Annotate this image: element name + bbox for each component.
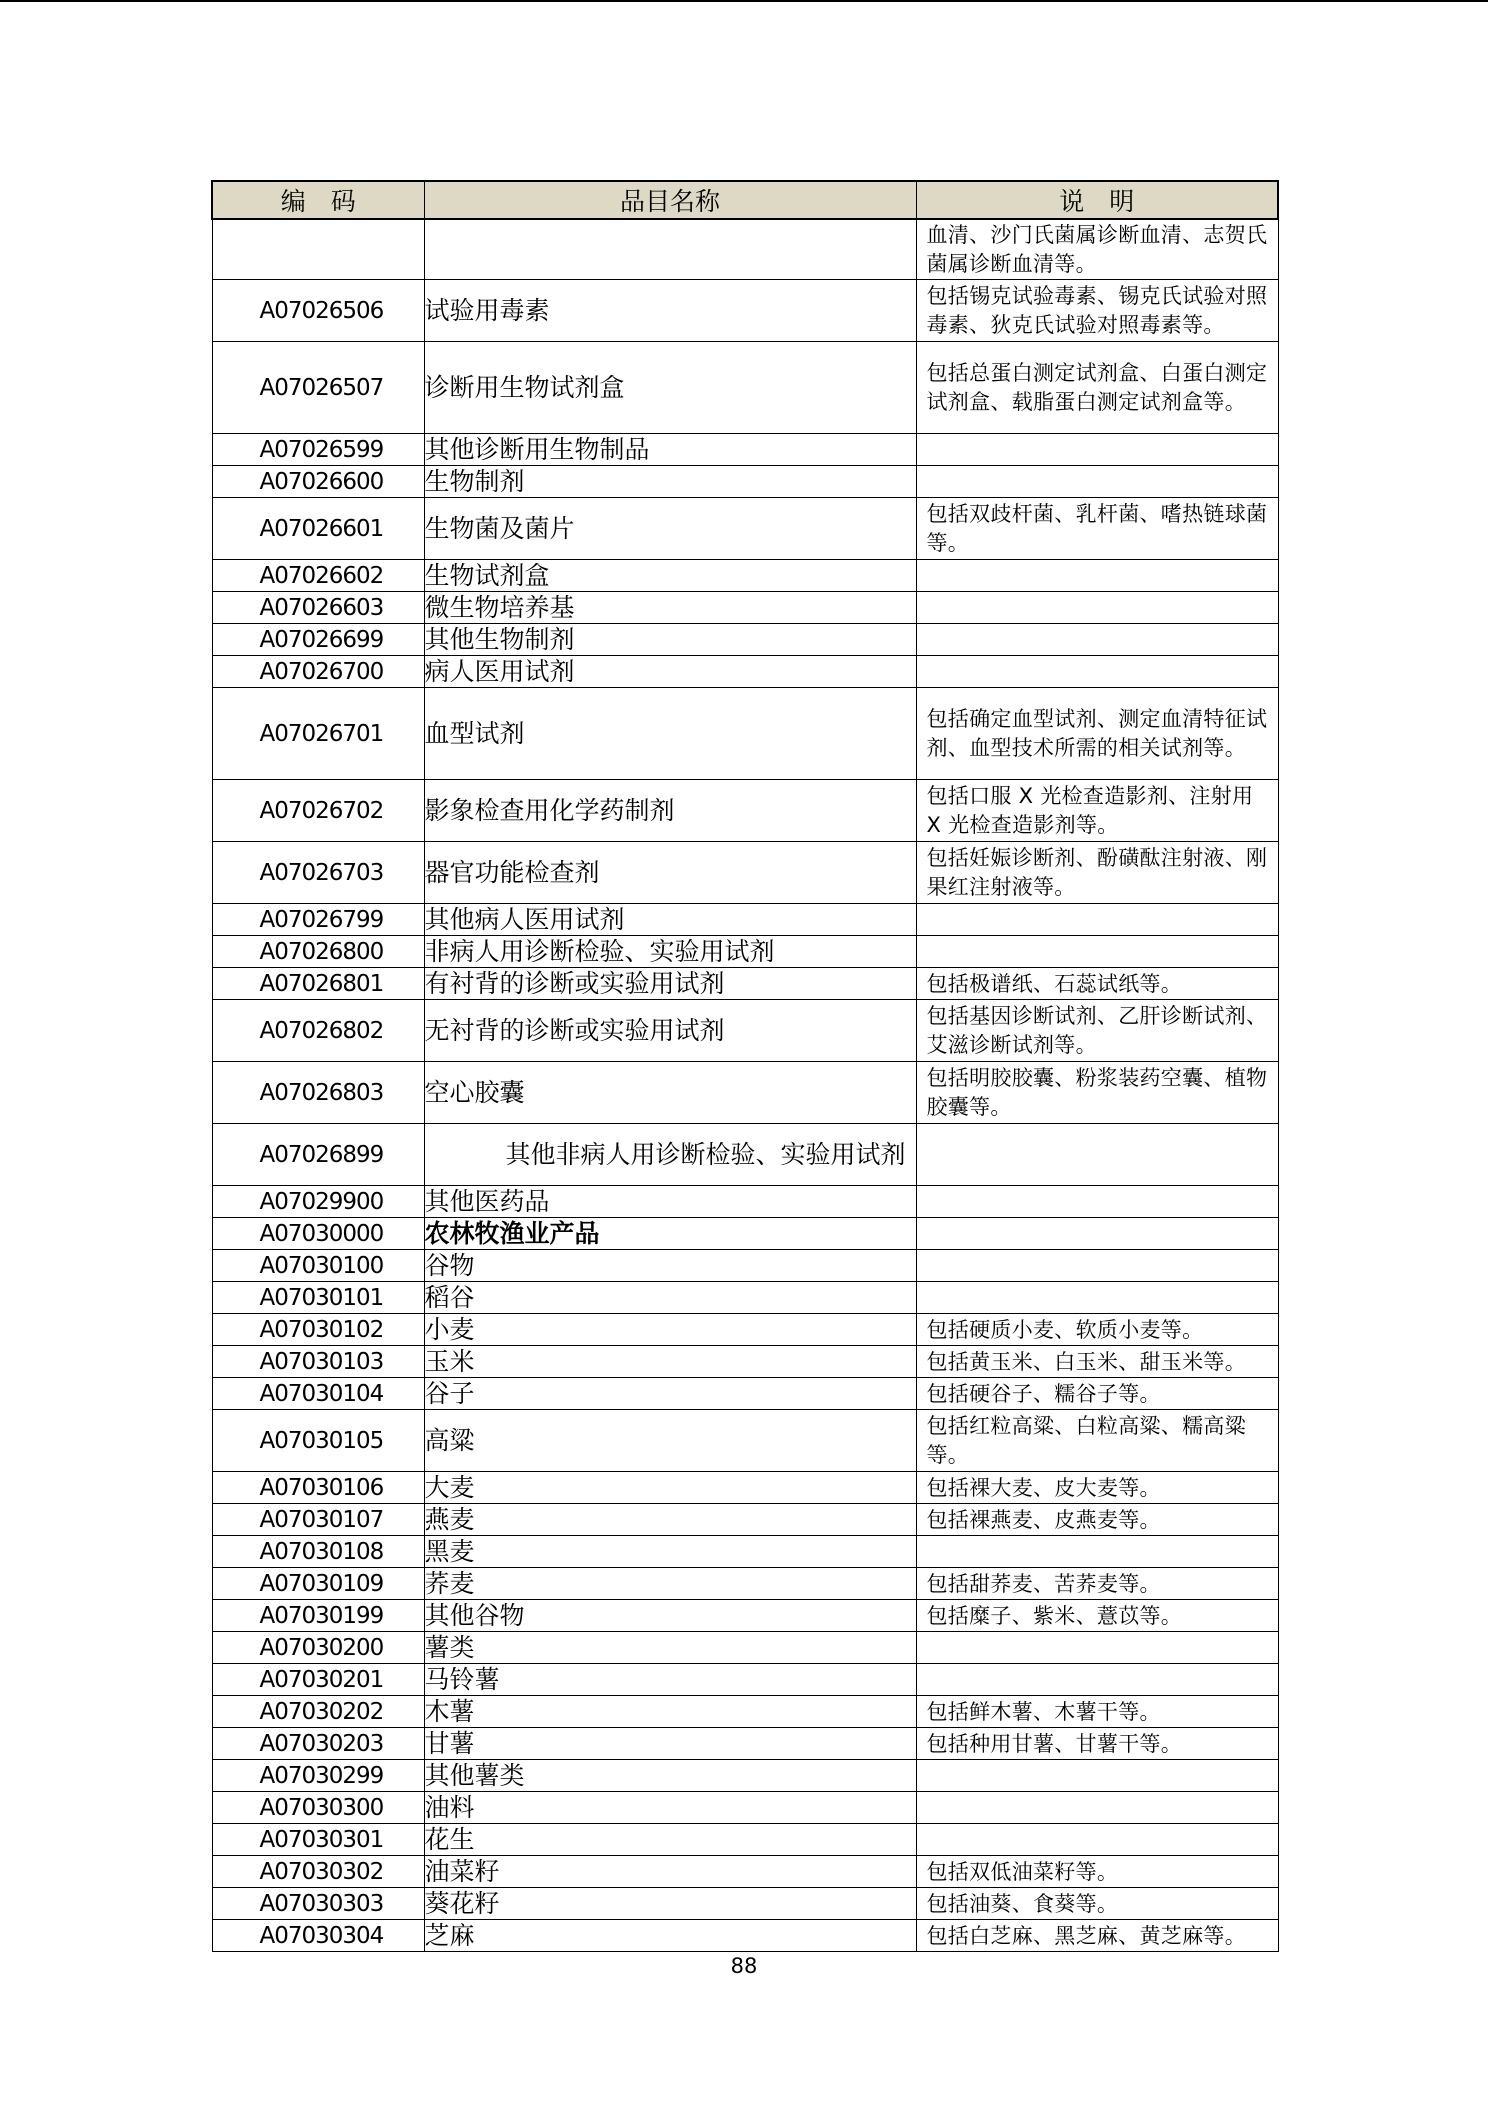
item-description: 包括油葵、食葵等。: [916, 1888, 1278, 1920]
item-code: A07030100: [212, 1250, 424, 1282]
table-row: [212, 1728, 1278, 1760]
item-description: [916, 1124, 1278, 1186]
item-name: 其他非病人用诊断检验、实验用试剂: [424, 1124, 916, 1186]
item-code: A07026800: [212, 936, 424, 968]
item-description: 包括总蛋白测定试剂盒、白蛋白测定试剂盒、载脂蛋白测定试剂盒等。: [916, 342, 1278, 434]
item-code: A07030301: [212, 1824, 424, 1856]
item-description: [916, 1218, 1278, 1250]
header-name: 品目名称: [424, 181, 916, 219]
item-description: 包括极谱纸、石蕊试纸等。: [916, 968, 1278, 1000]
item-description: [916, 1250, 1278, 1282]
item-name: 非病人用诊断检验、实验用试剂: [424, 936, 916, 968]
item-code: A07026801: [212, 968, 424, 1000]
table-row: [212, 1760, 1278, 1792]
table-row: [212, 1792, 1278, 1824]
item-name: 其他诊断用生物制品: [424, 434, 916, 466]
item-code: A07030108: [212, 1536, 424, 1568]
item-code: A07029900: [212, 1186, 424, 1218]
table-row: [212, 780, 1278, 842]
item-name: 谷子: [424, 1378, 916, 1410]
table-row: [212, 1856, 1278, 1888]
item-description: 包括种用甘薯、甘薯干等。: [916, 1728, 1278, 1760]
item-code: A07026702: [212, 780, 424, 842]
item-code: A07026899: [212, 1124, 424, 1186]
item-name: 油菜籽: [424, 1856, 916, 1888]
item-description: 包括确定血型试剂、测定血清特征试剂、血型技术所需的相关试剂等。: [916, 688, 1278, 780]
item-name: 花生: [424, 1824, 916, 1856]
table-row: [212, 1632, 1278, 1664]
item-code: A07030000: [212, 1218, 424, 1250]
item-code: A07030299: [212, 1760, 424, 1792]
table-row: [212, 1536, 1278, 1568]
item-code: A07026603: [212, 592, 424, 624]
item-code: A07030304: [212, 1920, 424, 1952]
item-description: 包括甜荞麦、苦荞麦等。: [916, 1568, 1278, 1600]
item-name: 血型试剂: [424, 688, 916, 780]
item-code: A07026507: [212, 342, 424, 434]
item-description: [916, 560, 1278, 592]
table-row: [212, 1282, 1278, 1314]
item-name: 器官功能检查剂: [424, 842, 916, 904]
table-row: [212, 688, 1278, 780]
item-code: A07030104: [212, 1378, 424, 1410]
table-body: [212, 219, 1278, 1952]
table-row: [212, 1250, 1278, 1282]
item-name: 影象检查用化学药制剂: [424, 780, 916, 842]
item-description: 包括黄玉米、白玉米、甜玉米等。: [916, 1346, 1278, 1378]
item-description: [916, 1632, 1278, 1664]
item-name: 无衬背的诊断或实验用试剂: [424, 1000, 916, 1062]
item-code: A07026600: [212, 466, 424, 498]
item-code: A07030102: [212, 1314, 424, 1346]
item-code: A07030103: [212, 1346, 424, 1378]
item-code: A07026506: [212, 280, 424, 342]
item-description: [916, 656, 1278, 688]
item-name: 病人医用试剂: [424, 656, 916, 688]
table-row: [212, 842, 1278, 904]
item-description: 包括双低油菜籽等。: [916, 1856, 1278, 1888]
table-row: [212, 1824, 1278, 1856]
item-code: A07026601: [212, 498, 424, 560]
item-code: A07030302: [212, 1856, 424, 1888]
table-row: [212, 1124, 1278, 1186]
item-description: [916, 1792, 1278, 1824]
table-row: [212, 1664, 1278, 1696]
item-description: 包括明胶胶囊、粉浆装药空囊、植物胶囊等。: [916, 1062, 1278, 1124]
item-description: [916, 1760, 1278, 1792]
item-code: A07030107: [212, 1504, 424, 1536]
table-row: [212, 1410, 1278, 1472]
table-row: [212, 1472, 1278, 1504]
item-description: 包括糜子、紫米、薏苡等。: [916, 1600, 1278, 1632]
item-description: 包括口服 X 光检查造影剂、注射用 X 光检查造影剂等。: [916, 780, 1278, 842]
top-border-line: [0, 0, 1488, 2]
item-code: A07030200: [212, 1632, 424, 1664]
table-row: [212, 280, 1278, 342]
item-name: 玉米: [424, 1346, 916, 1378]
item-name: 生物制剂: [424, 466, 916, 498]
item-name: 空心胶囊: [424, 1062, 916, 1124]
item-code: A07026803: [212, 1062, 424, 1124]
item-name: 黑麦: [424, 1536, 916, 1568]
item-code: A07030203: [212, 1728, 424, 1760]
item-name: 其他谷物: [424, 1600, 916, 1632]
table-row: [212, 434, 1278, 466]
item-description: 包括裸大麦、皮大麦等。: [916, 1472, 1278, 1504]
item-code: A07030303: [212, 1888, 424, 1920]
item-name: 其他病人医用试剂: [424, 904, 916, 936]
item-description: 包括硬质小麦、软质小麦等。: [916, 1314, 1278, 1346]
item-description: 包括锡克试验毒素、锡克氏试验对照毒素、狄克氏试验对照毒素等。: [916, 280, 1278, 342]
item-name: 油料: [424, 1792, 916, 1824]
item-name: 微生物培养基: [424, 592, 916, 624]
item-name: 荞麦: [424, 1568, 916, 1600]
table-row: [212, 592, 1278, 624]
item-name: 大麦: [424, 1472, 916, 1504]
table-row: [212, 1696, 1278, 1728]
table-row: [212, 1920, 1278, 1952]
table-row: [212, 968, 1278, 1000]
item-description: 包括双歧杆菌、乳杆菌、嗜热链球菌等。: [916, 498, 1278, 560]
item-code: A07026599: [212, 434, 424, 466]
item-description: [916, 624, 1278, 656]
item-name: 生物菌及菌片: [424, 498, 916, 560]
item-description: 包括妊娠诊断剂、酚磺酞注射液、刚果红注射液等。: [916, 842, 1278, 904]
item-name: 谷物: [424, 1250, 916, 1282]
table-row: [212, 1568, 1278, 1600]
table-row: [212, 624, 1278, 656]
item-name: 葵花籽: [424, 1888, 916, 1920]
item-name: 高粱: [424, 1410, 916, 1472]
table-row: [212, 498, 1278, 560]
item-description: 包括硬谷子、糯谷子等。: [916, 1378, 1278, 1410]
item-code: A07030300: [212, 1792, 424, 1824]
item-name: 稻谷: [424, 1282, 916, 1314]
item-name: 燕麦: [424, 1504, 916, 1536]
item-description: 包括鲜木薯、木薯干等。: [916, 1696, 1278, 1728]
item-description: 包括裸燕麦、皮燕麦等。: [916, 1504, 1278, 1536]
header-code: 编 码: [212, 181, 424, 219]
item-description: [916, 1282, 1278, 1314]
item-code: A07026799: [212, 904, 424, 936]
table-row: [212, 219, 1278, 280]
item-name: 诊断用生物试剂盒: [424, 342, 916, 434]
table-row: [212, 656, 1278, 688]
item-code: A07030106: [212, 1472, 424, 1504]
item-description: [916, 466, 1278, 498]
page-number: 88: [730, 1954, 758, 1978]
catalog-table: [211, 180, 1279, 1952]
item-code: A07030202: [212, 1696, 424, 1728]
item-code: A07026602: [212, 560, 424, 592]
table-row: [212, 1600, 1278, 1632]
item-code: A07030199: [212, 1600, 424, 1632]
item-description: [916, 1186, 1278, 1218]
item-description: 血清、沙门氏菌属诊断血清、志贺氏菌属诊断血清等。: [916, 219, 1278, 280]
item-description: 包括基因诊断试剂、乙肝诊断试剂、艾滋诊断试剂等。: [916, 1000, 1278, 1062]
table-header-row: [212, 181, 1278, 219]
item-description: 包括红粒高粱、白粒高粱、糯高粱等。: [916, 1410, 1278, 1472]
item-description: [916, 1664, 1278, 1696]
item-code: A07030105: [212, 1410, 424, 1472]
table-row: [212, 1218, 1278, 1250]
header-desc: 说 明: [916, 181, 1278, 219]
item-name: 其他医药品: [424, 1186, 916, 1218]
item-name: 芝麻: [424, 1920, 916, 1952]
item-name: 其他生物制剂: [424, 624, 916, 656]
item-name: 生物试剂盒: [424, 560, 916, 592]
item-code: [212, 219, 424, 280]
item-description: [916, 434, 1278, 466]
table-row: [212, 342, 1278, 434]
table-row: [212, 1504, 1278, 1536]
item-code: A07026700: [212, 656, 424, 688]
item-description: [916, 904, 1278, 936]
item-code: A07030109: [212, 1568, 424, 1600]
table-row: [212, 1378, 1278, 1410]
table-row: [212, 1186, 1278, 1218]
item-name: 马铃薯: [424, 1664, 916, 1696]
table-row: [212, 1062, 1278, 1124]
item-description: [916, 1824, 1278, 1856]
item-name: 试验用毒素: [424, 280, 916, 342]
item-name: 甘薯: [424, 1728, 916, 1760]
table-row: [212, 904, 1278, 936]
table-row: [212, 1888, 1278, 1920]
item-code: A07026699: [212, 624, 424, 656]
item-name: 木薯: [424, 1696, 916, 1728]
item-code: A07030201: [212, 1664, 424, 1696]
item-description: [916, 592, 1278, 624]
item-code: A07026802: [212, 1000, 424, 1062]
item-name: 薯类: [424, 1632, 916, 1664]
item-description: [916, 936, 1278, 968]
item-description: 包括白芝麻、黑芝麻、黄芝麻等。: [916, 1920, 1278, 1952]
item-code: A07026703: [212, 842, 424, 904]
item-name: [424, 219, 916, 280]
table-row: [212, 560, 1278, 592]
item-name: 有衬背的诊断或实验用试剂: [424, 968, 916, 1000]
item-name: 其他薯类: [424, 1760, 916, 1792]
item-name: 农林牧渔业产品: [424, 1218, 916, 1250]
table-row: [212, 1000, 1278, 1062]
item-name: 小麦: [424, 1314, 916, 1346]
table-row: [212, 466, 1278, 498]
item-code: A07030101: [212, 1282, 424, 1314]
table-row: [212, 936, 1278, 968]
item-description: [916, 1536, 1278, 1568]
table-row: [212, 1346, 1278, 1378]
table-row: [212, 1314, 1278, 1346]
item-code: A07026701: [212, 688, 424, 780]
